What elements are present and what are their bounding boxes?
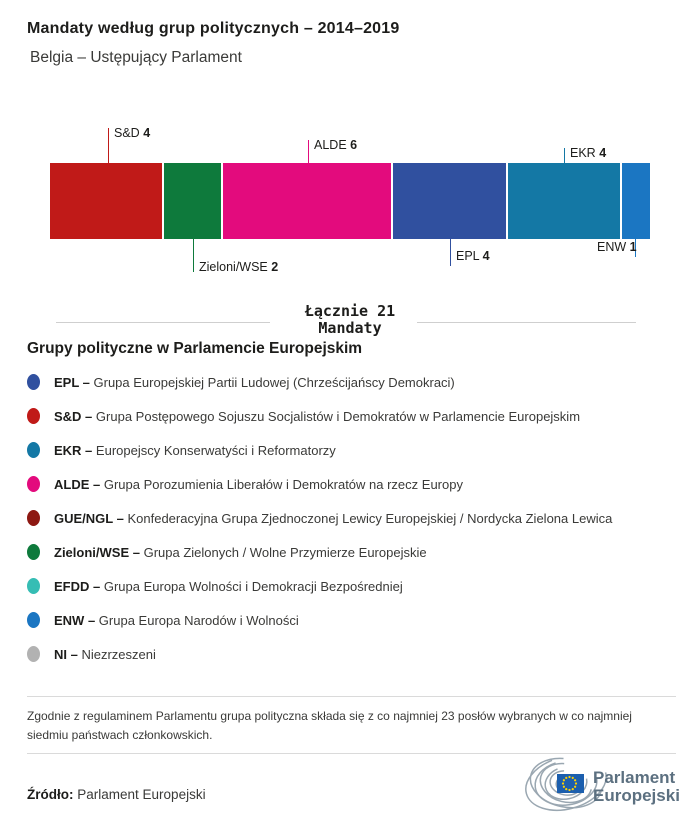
source-label: Źródło:: [27, 787, 74, 802]
legend-desc: Europejscy Konserwatyści i Reformatorzy: [95, 442, 336, 458]
page-subtitle: Belgia – Ustępujący Parlament: [30, 49, 242, 66]
note-text: Zgodnie z regulaminem Parlamentu grupa polityczna składa się z co najmniej 23 posłów wybranych w co najmniej siedmiu państwach członkowskich.: [27, 709, 632, 742]
bar-segment-zieloni: [164, 163, 220, 239]
legend-desc: Grupa Zielonych / Wolne Przymierze Europejskie: [143, 544, 427, 560]
legend-item-sd: [27, 399, 687, 433]
seats-bar: [50, 163, 650, 239]
callout-abbr: ENW: [597, 240, 627, 254]
legend-item-enw: [27, 603, 687, 637]
legend-abbr: GUE/NGL –: [54, 510, 124, 526]
legend-desc: Niezrzeszeni: [81, 646, 156, 662]
legend-item-ekr: [27, 433, 687, 467]
epl-color-dot-icon: [27, 374, 40, 390]
total-seats-label: Łącznie 21: [304, 302, 396, 320]
page-title: Mandaty według grup politycznych – 2014–2019: [27, 20, 400, 37]
callout-seats: 2: [271, 260, 279, 274]
legend-desc: Grupa Europa Narodów i Wolności: [98, 612, 299, 628]
total-seats-sublabel: Mandaty: [318, 319, 382, 337]
callout-line-ekr: [564, 148, 565, 163]
callout-line-sd: [108, 128, 109, 163]
legend-heading: Grupy polityczne w Parlamencie Europejskim: [27, 340, 363, 357]
callout-seats: 4: [599, 146, 607, 160]
legend-desc: Grupa Europa Wolności i Demokracji Bezpośredniej: [103, 578, 403, 594]
legend-item-ni: [27, 637, 687, 671]
ekr-color-dot-icon: [27, 442, 40, 458]
callout-label-sd: [114, 126, 150, 140]
legend-desc: Grupa Europejskiej Partii Ludowej (Chrześcijańscy Demokraci): [93, 374, 455, 390]
legend-item-label: [54, 647, 156, 662]
legend-desc: Konfederacyjna Grupa Zjednoczonej Lewicy Europejskiej / Nordycka Zielona Lewica: [127, 510, 613, 526]
bar-segment-sd: [50, 163, 162, 239]
enw-color-dot-icon: [27, 612, 40, 628]
callout-label-enw: [597, 240, 637, 254]
callout-line-epl: [450, 239, 451, 266]
legend-abbr: EPL –: [54, 374, 90, 390]
legend-item-label: [54, 545, 427, 560]
bar-segment-epl: [393, 163, 505, 239]
callout-abbr: ALDE: [314, 138, 347, 152]
callout-seats: 6: [350, 138, 358, 152]
source-line: [27, 787, 206, 802]
legend-item-label: [54, 477, 463, 492]
bar-segment-enw: [622, 163, 650, 239]
logo-text-line2: Europejski: [593, 786, 680, 805]
legend-abbr: ALDE –: [54, 476, 101, 492]
legend-item-guengl: [27, 501, 687, 535]
sd-color-dot-icon: [27, 408, 40, 424]
note-divider-bottom: [27, 753, 676, 754]
guengl-color-dot-icon: [27, 510, 40, 526]
efdd-color-dot-icon: [27, 578, 40, 594]
legend-item-label: [54, 375, 455, 390]
legend-item-label: [54, 443, 336, 458]
legend-item-label: [54, 511, 612, 526]
legend-item-zieloni: [27, 535, 687, 569]
legend-abbr: ENW –: [54, 612, 96, 628]
bar-segment-ekr: [508, 163, 620, 239]
bar-segment-alde: [223, 163, 392, 239]
logo-text-line1: Parlament: [593, 768, 676, 787]
callout-seats: 4: [143, 126, 151, 140]
legend-item-epl: [27, 365, 687, 399]
legend-abbr: NI –: [54, 646, 78, 662]
eu-flag-icon: [557, 774, 584, 793]
callout-label-zieloni: [199, 260, 278, 274]
legend-item-efdd: [27, 569, 687, 603]
legend-abbr: S&D –: [54, 408, 93, 424]
note-divider-top: [27, 696, 676, 697]
callout-label-epl: [456, 249, 490, 263]
legend-item-label: [54, 579, 403, 594]
total-banner: [0, 303, 700, 337]
callout-line-zieloni: [193, 239, 194, 272]
alde-color-dot-icon: [27, 476, 40, 492]
callout-abbr: EKR: [570, 146, 596, 160]
ni-color-dot-icon: [27, 646, 40, 662]
zieloni-color-dot-icon: [27, 544, 40, 560]
callout-abbr: Zieloni/WSE: [199, 260, 268, 274]
legend-abbr: EKR –: [54, 442, 93, 458]
legend-abbr: Zieloni/WSE –: [54, 544, 140, 560]
legend-desc: Grupa Porozumienia Liberałów i Demokratów na rzecz Europy: [103, 476, 463, 492]
legend-item-label: [54, 613, 299, 628]
legend-desc: Grupa Postępowego Sojuszu Socjalistów i Demokratów w Parlamencie Europejskim: [95, 408, 581, 424]
callout-line-alde: [308, 140, 309, 163]
callout-seats: 1: [629, 240, 637, 254]
legend-item-label: [54, 409, 580, 424]
european-parliament-logo: [512, 757, 688, 813]
legend-abbr: EFDD –: [54, 578, 101, 594]
callout-abbr: S&D: [114, 126, 140, 140]
callout-seats: 4: [482, 249, 490, 263]
source-text: Parlament Europejski: [77, 787, 206, 802]
legend-item-alde: [27, 467, 687, 501]
callout-label-ekr: [570, 146, 606, 160]
legend: [27, 365, 687, 671]
callout-label-alde: [314, 138, 357, 152]
callout-abbr: EPL: [456, 249, 480, 263]
